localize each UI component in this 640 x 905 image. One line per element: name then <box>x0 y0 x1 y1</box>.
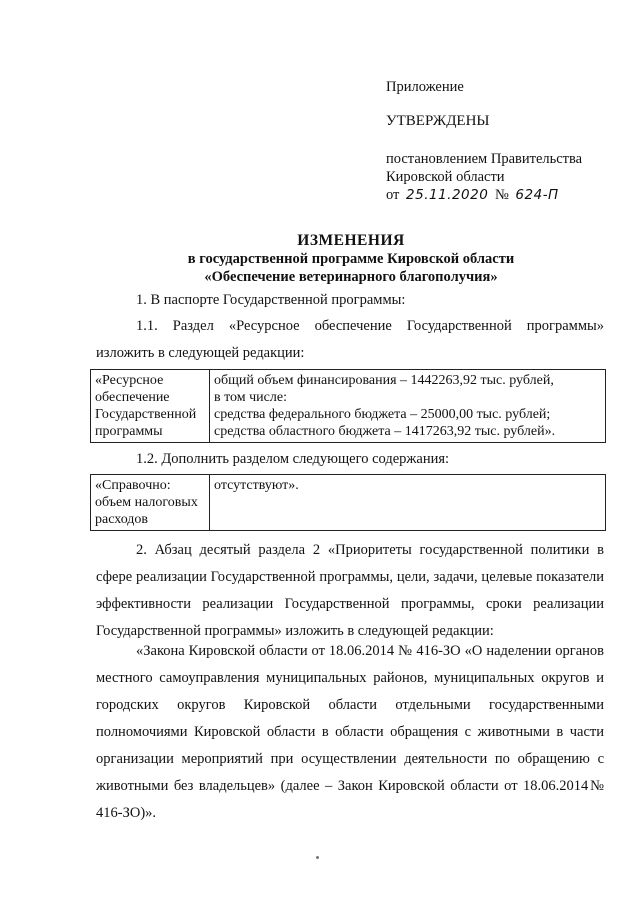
decree-line-2: Кировской области <box>386 169 505 185</box>
document-title: ИЗМЕНЕНИЯ <box>297 232 405 249</box>
paragraph-1: 1. В паспорте Государственной программы: <box>136 292 406 308</box>
table-line: общий объем финансирования – 1442263,92 тыс. рублей, <box>214 373 554 388</box>
tax-table-left <box>91 475 210 531</box>
paragraph-1-1-cont: изложить в следующей редакции: <box>96 345 305 361</box>
table-line: обеспечение <box>95 390 170 405</box>
table-line: Государственной <box>95 407 197 422</box>
decree-date-number <box>386 186 626 204</box>
table-line: средства федерального бюджета – 25000,00 тыс. рублей; <box>214 407 551 422</box>
decree-number: 624-П <box>515 187 559 203</box>
table-line: «Ресурсное <box>95 373 164 388</box>
resource-table-right <box>210 370 606 443</box>
tax-table-right: отсутствуют». <box>210 475 606 531</box>
paragraph-1-1: 1.1. Раздел «Ресурсное обеспечение Государственной программы» <box>136 318 604 334</box>
table-line: в том числе: <box>214 390 287 405</box>
tax-table <box>90 474 606 531</box>
paragraph-1-2: 1.2. Дополнить разделом следующего содержания: <box>136 451 450 467</box>
table-line: программы <box>95 424 163 439</box>
from-prefix: от <box>386 187 400 203</box>
table-line: расходов <box>95 512 149 527</box>
document-subtitle-1: в государственной программе Кировской области <box>187 251 515 267</box>
table-line: объем налоговых <box>95 495 198 510</box>
approval-block <box>386 78 626 204</box>
table-row <box>91 370 606 443</box>
number-prefix: № <box>494 187 509 203</box>
appendix-label: Приложение <box>386 79 464 95</box>
scan-speck <box>316 856 319 859</box>
paragraph-2-quote: «Закона Кировской области от 18.06.2014 № 416-ЗО «О наделении органов местного самоуправления муниципальных районов, муниципальных округов и городских округов Кировской области отдельными государственными полномочиями Кировской области в области обращения с животными в части организации мероприятий при осуществлении деятельности по обращению с животными без владельцев» (далее – Закон Кировской области от 18.06.2014№ 416-ЗО)». <box>96 643 604 821</box>
table-row <box>91 475 606 531</box>
paragraph-2: 2. Абзац десятый раздела 2 «Приоритеты государственной политики в сфере реализации Государственной программы, цели, задачи, целевые показатели эффективности реализации Государственной программы, сроки реализации Государственной программы» изложить в следующей редакции: <box>96 542 604 639</box>
resource-table <box>90 369 606 443</box>
table-line: «Справочно: <box>95 478 171 493</box>
decree-line-1: постановлением Правительства <box>386 151 583 167</box>
table-line: средства областного бюджета – 1417263,92 тыс. рублей». <box>214 424 556 439</box>
resource-table-left <box>91 370 210 443</box>
document-subtitle-2: «Обеспечение ветеринарного благополучия» <box>204 269 498 285</box>
approved-label: УТВЕРЖДЕНЫ <box>386 113 490 129</box>
decree-date: 25.11.2020 <box>406 187 489 203</box>
